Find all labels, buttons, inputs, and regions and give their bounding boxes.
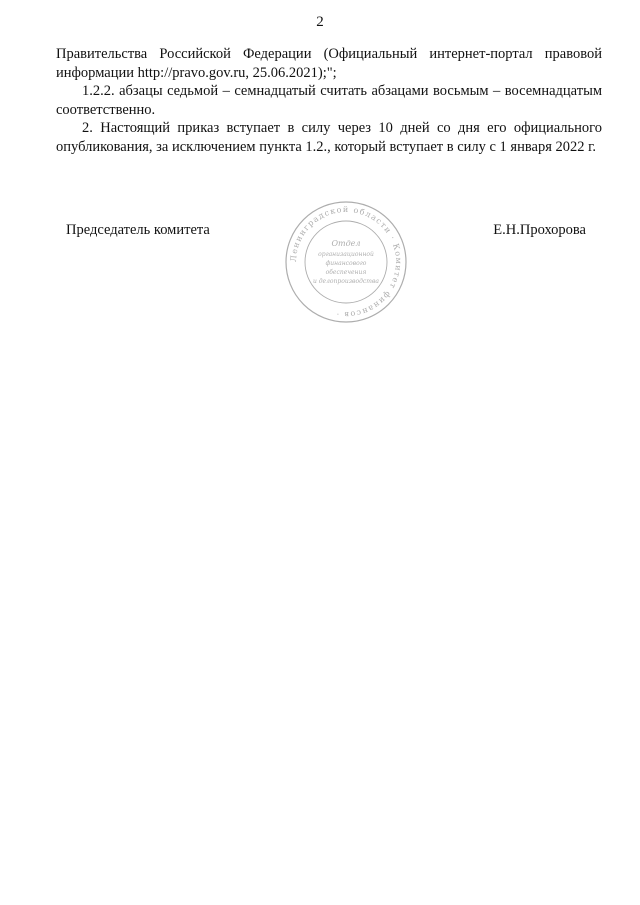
signatory-name: Е.Н.Прохорова (493, 222, 586, 238)
paragraph-clause-1-2-2: 1.2.2. абзацы седьмой – семнадцатый считать абзацами восьмым – восемнадцатым соответственно. (56, 83, 602, 118)
stamp-ring-text: Ленинградской области · Комитет финансов · (288, 204, 404, 320)
document-body (56, 45, 602, 156)
stamp-center-line-2: организационной (318, 251, 374, 258)
paragraph-clause-2: 2. Настоящий приказ вступает в силу через 10 дней со дня его официального опубликования, за исключением пункта 1.2., который вступает в силу с 1 января 2022 г. (56, 120, 602, 155)
stamp-center-line-3: финансового (325, 260, 367, 267)
signatory-title: Председатель комитета (66, 222, 210, 238)
stamp-center-line-1: Отдел (331, 239, 361, 248)
paragraph-continuation: Правительства Российской Федерации (Официальный интернет-портал правовой информации http://pravo.gov.ru, 25.06.2021);"; (56, 46, 602, 81)
page-number: 2 (316, 14, 324, 30)
official-stamp (282, 198, 410, 326)
signature-block (66, 204, 586, 338)
stamp-center-line-5: и делопроизводства (312, 278, 380, 285)
stamp-center-line-4: обеспечения (325, 269, 367, 276)
